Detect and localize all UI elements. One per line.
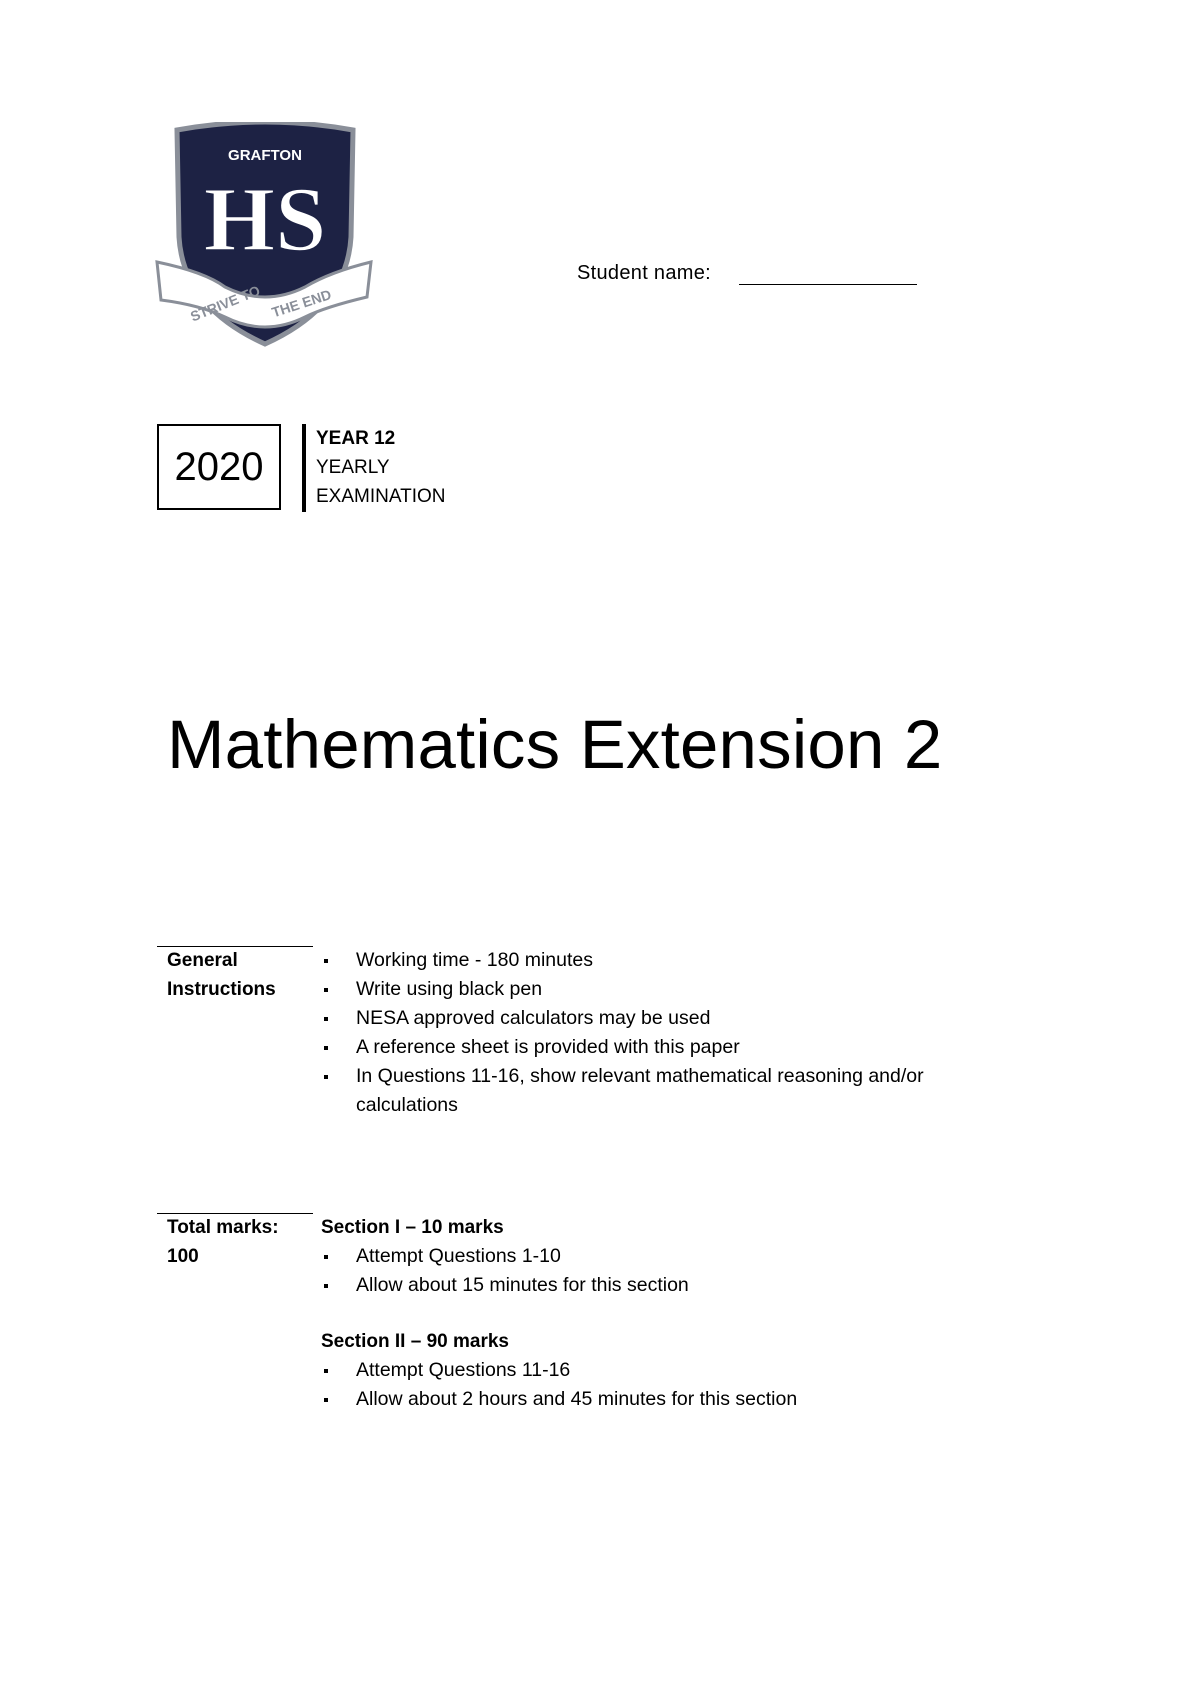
section-1-heading: Section I – 10 marks xyxy=(321,1217,504,1238)
list-item: NESA approved calculators may be used xyxy=(321,1004,1021,1033)
list-item: Allow about 15 minutes for this section xyxy=(321,1271,1021,1300)
list-item: A reference sheet is provided with this paper xyxy=(321,1033,1021,1062)
general-instructions-list xyxy=(321,946,1021,1120)
general-instructions-label xyxy=(167,946,307,1004)
exam-type-line2: EXAMINATION xyxy=(316,486,446,507)
student-name-field[interactable] xyxy=(739,284,917,285)
list-item: Working time - 180 minutes xyxy=(321,946,1021,975)
list-item: Attempt Questions 1-10 xyxy=(321,1242,1021,1271)
crest-monogram: HS xyxy=(203,168,327,270)
student-name-label: Student name: xyxy=(577,262,711,284)
crest-motto-line1: STRIVE TO xyxy=(187,282,263,325)
general-label-line2: Instructions xyxy=(167,979,276,1000)
section-1-list xyxy=(321,1242,1021,1300)
total-marks-label xyxy=(167,1213,307,1271)
list-item: In Questions 11-16, show relevant mathematical reasoning and/or calculations xyxy=(321,1062,1021,1120)
crest-school-name: GRAFTON xyxy=(228,147,302,164)
list-item: Attempt Questions 11-16 xyxy=(321,1356,1021,1385)
section-2-heading: Section II – 90 marks xyxy=(321,1331,509,1352)
list-item: Write using black pen xyxy=(321,975,1021,1004)
section-2-list xyxy=(321,1356,1021,1414)
general-label-line1: General xyxy=(167,950,238,971)
exam-type-line1: YEARLY xyxy=(316,457,390,478)
exam-title: Mathematics Extension 2 xyxy=(167,706,943,783)
list-item: Allow about 2 hours and 45 minutes for this section xyxy=(321,1385,1021,1414)
year-level: YEAR 12 xyxy=(316,428,396,449)
school-crest-logo xyxy=(155,122,375,352)
total-marks-text: Total marks: xyxy=(167,1217,279,1238)
header-divider xyxy=(302,424,306,512)
sections-overview xyxy=(321,1213,1021,1414)
exam-year: 2020 xyxy=(157,424,281,510)
total-marks-value: 100 xyxy=(167,1246,199,1267)
crest-motto-line2: THE END xyxy=(269,286,334,321)
